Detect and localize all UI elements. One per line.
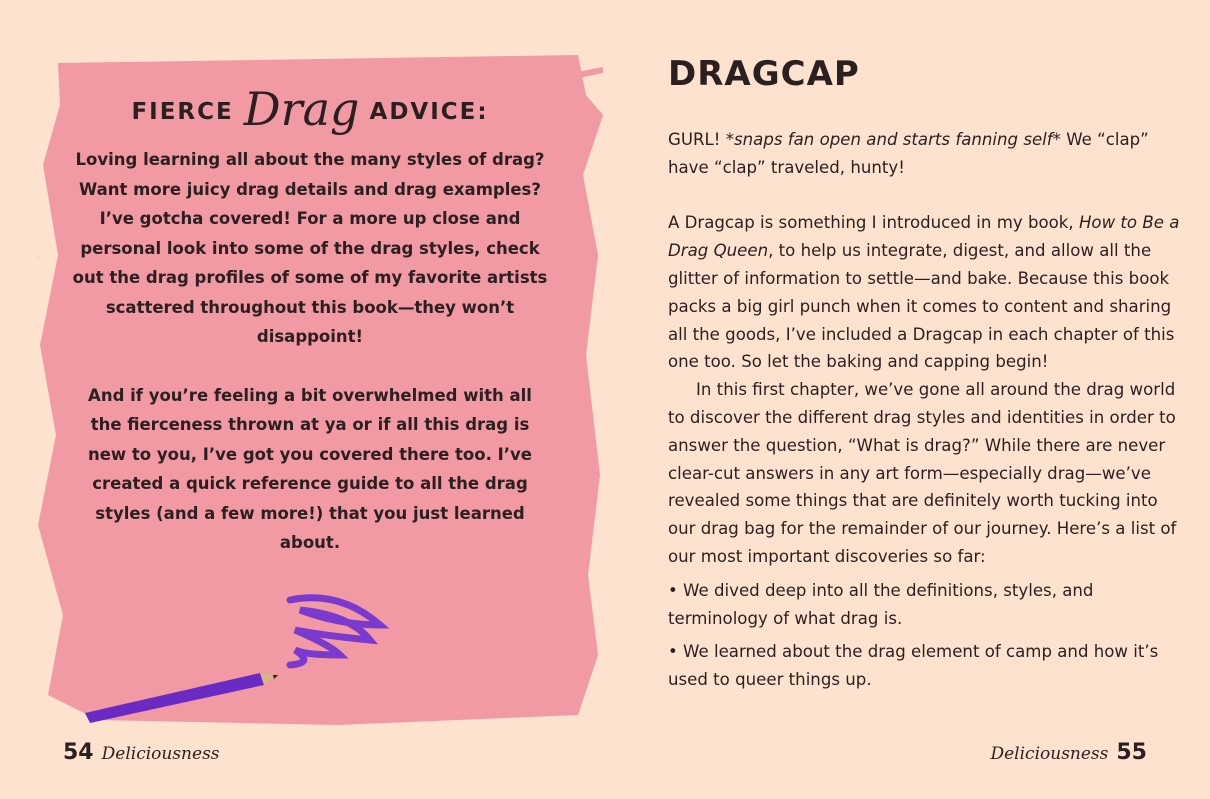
left-footer [63, 740, 228, 765]
page-number: 55 [1116, 740, 1147, 765]
body-text [668, 126, 1188, 694]
advice-title-script: Drag [243, 82, 360, 136]
page-title: DRAGCAP [668, 54, 860, 94]
pencil-scribble-illustration [80, 585, 400, 725]
text: We “clap” have “clap” traveled, hunty! [668, 130, 1149, 177]
right-page [605, 0, 1210, 799]
running-head: Deliciousness [990, 744, 1109, 764]
bullet-item: • We learned about the drag element of camp and how it’s used to queer things up. [668, 642, 1159, 690]
advice-title-suffix: ADVICE: [369, 99, 489, 125]
intro-paragraph [668, 126, 1188, 182]
page-number: 54 [63, 740, 94, 765]
paragraph: In this first chapter, we’ve gone all around the drag world to discover the different drag styles and identities in order to answer the question, “What is drag?” While there are never clear-cut answers in any art form—especially drag—we’ve revealed some things that are definitely worth tucking into our drag bag for the remainder of our journey. Here’s a list of our most important discoveries so far: [668, 380, 1177, 566]
text: A Dragcap is something I introduced in my book, [668, 213, 1079, 233]
advice-paragraph: And if you’re feeling a bit overwhelmed with all the fierceness thrown at ya or if all this drag is new to you, I’ve got you covered there too. I’ve created a quick reference guide to all the drag styles (and a few more!) that you just learned about. [88, 385, 532, 552]
paragraph [668, 209, 1188, 376]
right-footer [982, 740, 1147, 765]
italic-text: *snaps fan open and starts fanning self* [725, 130, 1061, 149]
advice-title [40, 82, 580, 136]
text: , to help us integrate, digest, and allow all the glitter of information to settle—and bake. Because this book packs a big girl punch when it comes to content and sharing all the goods, I’ve included a Dragcap in each chapter of this one too. So let the baking and capping begin! [668, 241, 1175, 372]
book-title: How to Be a Drag Queen [668, 213, 1180, 261]
running-head: Deliciousness [101, 744, 220, 764]
text: GURL! [668, 130, 726, 149]
advice-body [70, 145, 550, 587]
advice-title-prefix: FIERCE [131, 99, 234, 125]
bullet-item: • We dived deep into all the definitions, styles, and terminology of what drag is. [668, 580, 1094, 628]
advice-paragraph: Loving learning all about the many styles of drag? Want more juicy drag details and drag examples? I’ve gotcha covered! For a more up close and personal look into some of the drag styles, check out the drag profiles of some of my favorite artists scattered throughout this book—they won’t disappoint! [72, 150, 548, 346]
